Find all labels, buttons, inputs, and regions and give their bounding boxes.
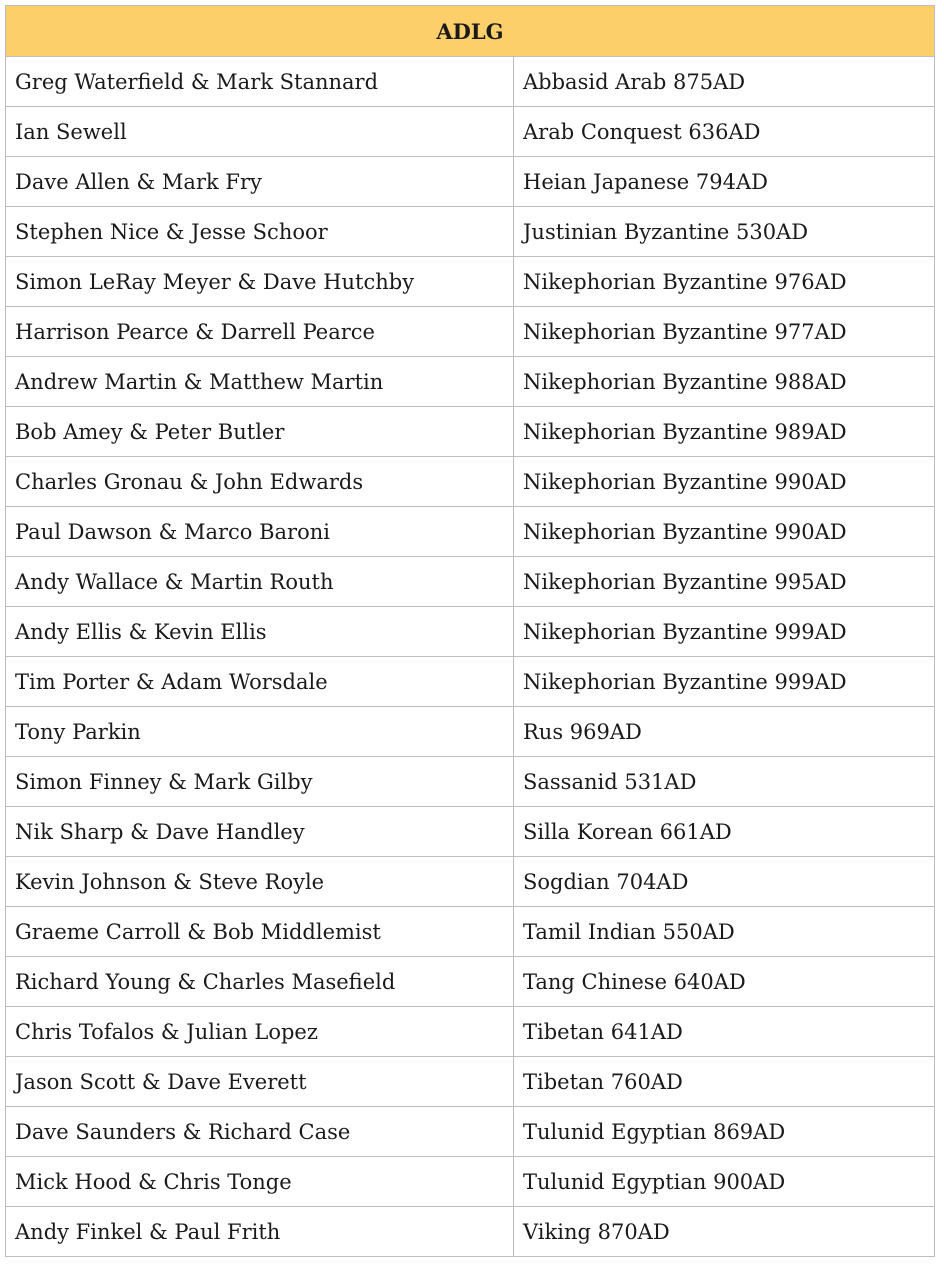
players-cell: Paul Dawson & Marco Baroni [6, 507, 514, 557]
army-cell: Tulunid Egyptian 900AD [514, 1157, 935, 1207]
table-row [6, 707, 935, 757]
players-cell: Dave Saunders & Richard Case [6, 1107, 514, 1157]
table-row [6, 607, 935, 657]
army-cell: Nikephorian Byzantine 988AD [514, 357, 935, 407]
players-cell: Greg Waterfield & Mark Stannard [6, 57, 514, 107]
table-row [6, 807, 935, 857]
table-row [6, 657, 935, 707]
table-row [6, 1007, 935, 1057]
table-row [6, 1107, 935, 1157]
table-row [6, 1157, 935, 1207]
army-cell: Nikephorian Byzantine 989AD [514, 407, 935, 457]
players-cell: Andrew Martin & Matthew Martin [6, 357, 514, 407]
army-cell: Nikephorian Byzantine 999AD [514, 607, 935, 657]
table-title: ADLG [6, 6, 935, 57]
army-cell: Tibetan 641AD [514, 1007, 935, 1057]
players-cell: Ian Sewell [6, 107, 514, 157]
table-row [6, 1207, 935, 1257]
players-cell: Bob Amey & Peter Butler [6, 407, 514, 457]
army-cell: Sogdian 704AD [514, 857, 935, 907]
table-row [6, 507, 935, 557]
table-row [6, 357, 935, 407]
army-cell: Rus 969AD [514, 707, 935, 757]
table-row [6, 407, 935, 457]
army-cell: Nikephorian Byzantine 976AD [514, 257, 935, 307]
players-cell: Richard Young & Charles Masefield [6, 957, 514, 1007]
army-cell: Abbasid Arab 875AD [514, 57, 935, 107]
table-row [6, 307, 935, 357]
players-cell: Charles Gronau & John Edwards [6, 457, 514, 507]
table-row [6, 107, 935, 157]
players-cell: Tim Porter & Adam Worsdale [6, 657, 514, 707]
army-cell: Tamil Indian 550AD [514, 907, 935, 957]
army-cell: Arab Conquest 636AD [514, 107, 935, 157]
army-cell: Tang Chinese 640AD [514, 957, 935, 1007]
players-cell: Andy Wallace & Martin Routh [6, 557, 514, 607]
adlg-table [5, 5, 935, 1257]
table-row [6, 257, 935, 307]
army-cell: Tulunid Egyptian 869AD [514, 1107, 935, 1157]
players-cell: Tony Parkin [6, 707, 514, 757]
players-cell: Stephen Nice & Jesse Schoor [6, 207, 514, 257]
players-cell: Simon LeRay Meyer & Dave Hutchby [6, 257, 514, 307]
players-cell: Chris Tofalos & Julian Lopez [6, 1007, 514, 1057]
army-cell: Nikephorian Byzantine 995AD [514, 557, 935, 607]
army-cell: Heian Japanese 794AD [514, 157, 935, 207]
army-cell: Nikephorian Byzantine 999AD [514, 657, 935, 707]
players-cell: Harrison Pearce & Darrell Pearce [6, 307, 514, 357]
army-cell: Tibetan 760AD [514, 1057, 935, 1107]
table-row [6, 557, 935, 607]
army-cell: Silla Korean 661AD [514, 807, 935, 857]
players-cell: Dave Allen & Mark Fry [6, 157, 514, 207]
players-cell: Mick Hood & Chris Tonge [6, 1157, 514, 1207]
army-cell: Nikephorian Byzantine 990AD [514, 457, 935, 507]
table-row [6, 1057, 935, 1107]
players-cell: Nik Sharp & Dave Handley [6, 807, 514, 857]
table-row [6, 57, 935, 107]
players-cell: Kevin Johnson & Steve Royle [6, 857, 514, 907]
players-cell: Simon Finney & Mark Gilby [6, 757, 514, 807]
players-cell: Graeme Carroll & Bob Middlemist [6, 907, 514, 957]
army-cell: Viking 870AD [514, 1207, 935, 1257]
army-cell: Nikephorian Byzantine 990AD [514, 507, 935, 557]
table-row [6, 157, 935, 207]
players-cell: Andy Ellis & Kevin Ellis [6, 607, 514, 657]
table-row [6, 857, 935, 907]
table-row [6, 457, 935, 507]
army-cell: Sassanid 531AD [514, 757, 935, 807]
players-cell: Andy Finkel & Paul Frith [6, 1207, 514, 1257]
table-body [6, 57, 935, 1257]
table-row [6, 907, 935, 957]
table-row [6, 957, 935, 1007]
table-row [6, 757, 935, 807]
table-row [6, 207, 935, 257]
header-row [6, 6, 935, 57]
army-cell: Nikephorian Byzantine 977AD [514, 307, 935, 357]
players-cell: Jason Scott & Dave Everett [6, 1057, 514, 1107]
army-cell: Justinian Byzantine 530AD [514, 207, 935, 257]
